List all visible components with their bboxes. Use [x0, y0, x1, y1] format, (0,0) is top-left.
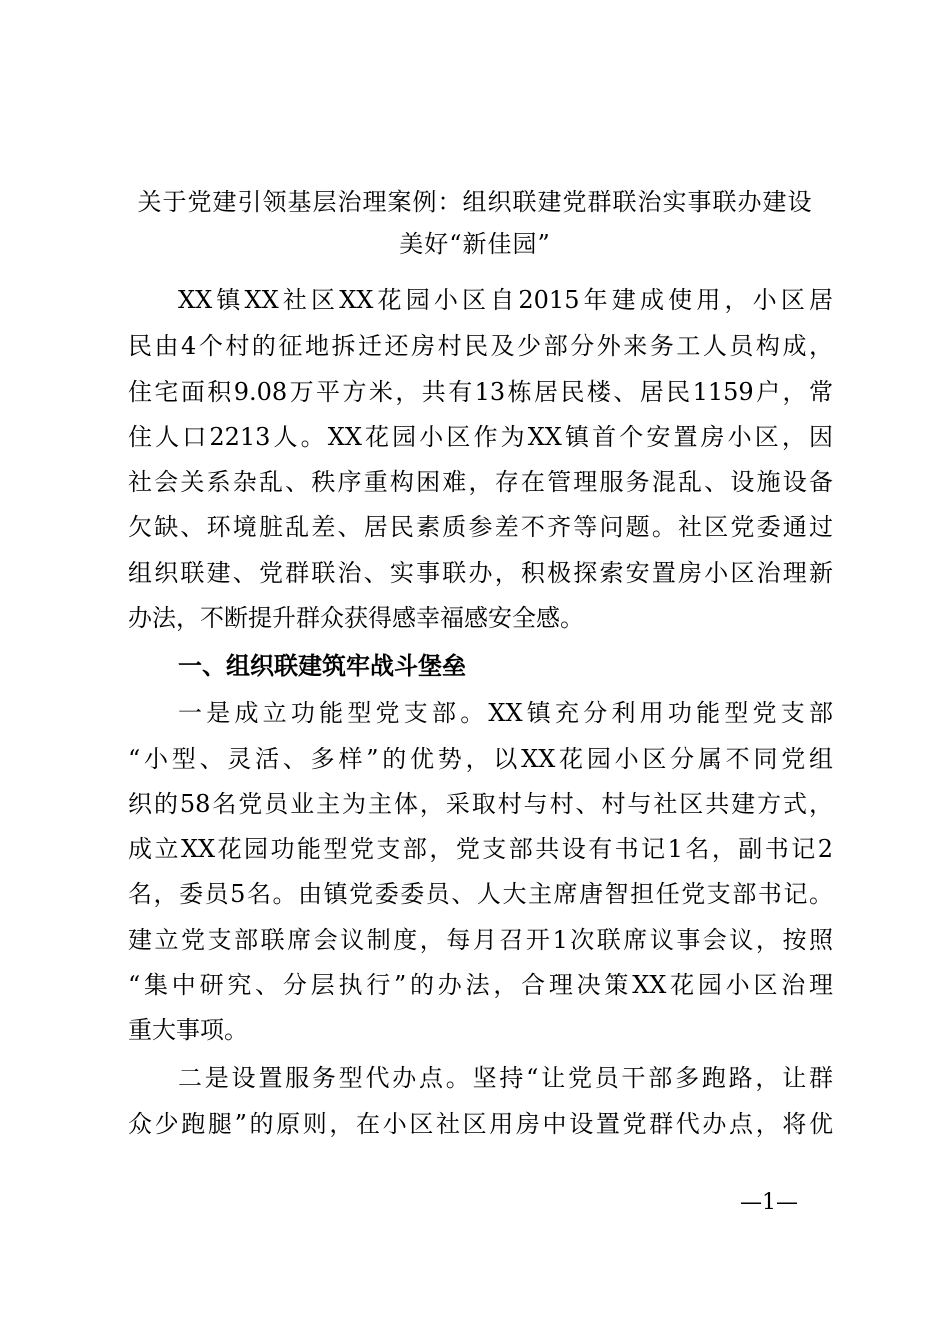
document-title-line-1: 关于党建引领基层治理案例：组织联建党群联治实事联办建设 [137, 188, 813, 216]
intro-line: 组织联建、党群联治、实事联办，积极探索安置房小区治理新 [128, 559, 833, 587]
intro-line: 住人口2213人。XX花园小区作为XX镇首个安置房小区，因 [128, 423, 833, 451]
intro-line: 社会关系杂乱、秩序重构困难，存在管理服务混乱、设施设备 [128, 468, 833, 496]
intro-line: 办法，不断提升群众获得感幸福感安全感。 [128, 604, 584, 632]
section1-para1-line: 建立党支部联席会议制度，每月召开1次联席议事会议，按照 [128, 926, 833, 954]
section1-para1-line: 重大事项。 [128, 1016, 248, 1044]
page-number: —1— [740, 1190, 798, 1215]
section-heading: 一、组织联建筑牢战斗堡垒 [178, 652, 466, 680]
intro-line: 民由4个村的征地拆迁还房村民及少部分外来务工人员构成， [128, 332, 833, 360]
document-title-line-2: 美好“新佳园” [399, 230, 551, 258]
section1-para1-line: 名，委员5名。由镇党委委员、人大主席唐智担任党支部书记。 [128, 880, 833, 908]
section1-para2-line: 众少跑腿”的原则，在小区社区用房中设置党群代办点，将优 [128, 1110, 833, 1138]
section1-para1-line: 一是成立功能型党支部。XX镇充分利用功能型党支部 [178, 699, 833, 727]
section1-para2-line: 二是设置服务型代办点。坚持“让党员干部多跑路，让群 [178, 1064, 833, 1092]
section1-para1-line: “小型、灵活、多样”的优势，以XX花园小区分属不同党组 [128, 745, 833, 773]
intro-line: XX镇XX社区XX花园小区自2015年建成使用，小区居 [178, 286, 833, 314]
section1-para1-line: “集中研究、分层执行”的办法，合理决策XX花园小区治理 [128, 971, 833, 999]
section1-para1-line: 成立XX花园功能型党支部，党支部共设有书记1名，副书记2 [128, 835, 833, 863]
section1-para1-line: 织的58名党员业主为主体，采取村与村、村与社区共建方式， [128, 790, 833, 818]
intro-line: 欠缺、环境脏乱差、居民素质参差不齐等问题。社区党委通过 [128, 513, 833, 541]
intro-line: 住宅面积9.08万平方米，共有13栋居民楼、居民1159户，常 [128, 378, 833, 406]
